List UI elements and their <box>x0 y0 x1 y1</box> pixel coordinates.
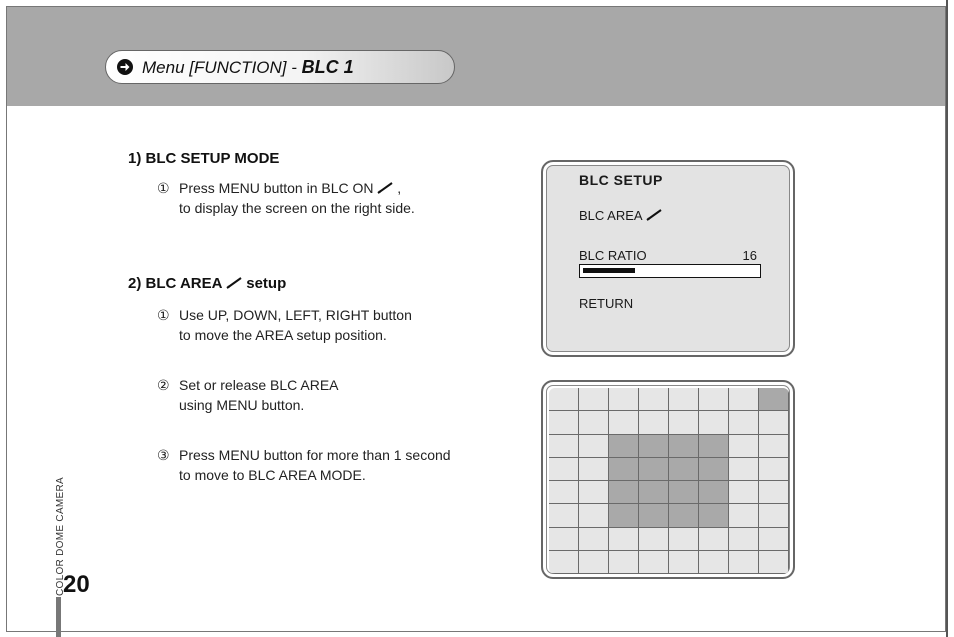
grid-cell-selected <box>669 504 699 527</box>
grid-cell <box>609 411 639 434</box>
grid-cell <box>729 481 759 504</box>
grid-cell <box>729 528 759 551</box>
blc-setup-osd-screen <box>541 160 795 357</box>
step-text-line: Press MENU button for more than 1 second <box>179 447 451 463</box>
page-number: 20 <box>63 571 90 598</box>
blc-ratio-bar-fill <box>583 268 635 273</box>
grid-cell-selected <box>639 458 669 481</box>
grid-cell-selected <box>699 504 729 527</box>
osd-return-item: RETURN <box>579 296 634 311</box>
grid-cell <box>759 458 789 481</box>
grid-cell <box>729 388 759 411</box>
grid-cell-selected <box>609 435 639 458</box>
step-text-line: using MENU button. <box>179 397 305 413</box>
grid-cell <box>759 435 789 458</box>
blc-area-slash-icon <box>646 209 662 221</box>
side-product-label: COLOR DOME CAMERA <box>55 476 66 596</box>
step-number: ③ <box>157 447 170 463</box>
section-1-heading: 1) BLC SETUP MODE <box>128 150 280 167</box>
grid-cell <box>549 551 579 574</box>
blc-area-slash-icon <box>377 182 393 194</box>
grid-cell <box>759 411 789 434</box>
grid-cell <box>699 551 729 574</box>
grid-cell <box>579 458 609 481</box>
section-title-pill <box>105 50 455 84</box>
grid-cell <box>729 551 759 574</box>
step-text-line: Press MENU button in BLC ON , <box>179 180 402 196</box>
grid-cell <box>669 551 699 574</box>
grid-cell <box>669 411 699 434</box>
step-text-line: to move to BLC AREA MODE. <box>179 467 366 483</box>
page-number-bar <box>56 597 61 637</box>
grid-cell-selected <box>639 481 669 504</box>
grid-cell <box>609 528 639 551</box>
grid-cell <box>729 458 759 481</box>
grid-cell <box>669 528 699 551</box>
grid-cell <box>699 411 729 434</box>
grid-cell <box>759 481 789 504</box>
section-2-heading: 2) BLC AREA setup <box>128 275 287 292</box>
grid-cell <box>579 411 609 434</box>
blc-area-grid <box>549 388 789 574</box>
grid-cell-selected <box>609 481 639 504</box>
blc-ratio-bar <box>579 264 761 278</box>
grid-cell <box>549 435 579 458</box>
grid-cell-selected <box>669 458 699 481</box>
grid-cell <box>759 551 789 574</box>
grid-cell <box>549 481 579 504</box>
grid-cell-selected <box>639 435 669 458</box>
grid-cell-selected <box>759 388 789 411</box>
grid-cell <box>639 551 669 574</box>
step-text-line: Use UP, DOWN, LEFT, RIGHT button <box>179 307 412 323</box>
circle-arrow-right-icon <box>116 58 134 76</box>
grid-cell <box>579 435 609 458</box>
blc-area-slash-icon <box>226 277 242 289</box>
grid-cell <box>759 528 789 551</box>
grid-cell-selected <box>609 458 639 481</box>
step-text-line: Set or release BLC AREA <box>179 377 339 393</box>
step-text-line: to move the AREA setup position. <box>179 327 387 343</box>
grid-cell <box>639 388 669 411</box>
grid-cell-selected <box>699 435 729 458</box>
page-edge-divider <box>946 0 948 637</box>
grid-cell <box>609 551 639 574</box>
grid-cell-selected <box>699 458 729 481</box>
grid-cell <box>549 388 579 411</box>
grid-cell <box>579 551 609 574</box>
page-title: Menu [FUNCTION] - BLC 1 <box>142 56 354 77</box>
grid-cell <box>729 504 759 527</box>
osd-title: BLC SETUP <box>579 172 663 188</box>
grid-cell <box>609 388 639 411</box>
grid-cell <box>729 411 759 434</box>
grid-cell <box>549 504 579 527</box>
grid-cell <box>669 388 699 411</box>
osd-blc-ratio-label: BLC RATIO <box>579 248 647 263</box>
grid-cell <box>549 528 579 551</box>
grid-cell-selected <box>669 481 699 504</box>
grid-cell <box>579 528 609 551</box>
grid-cell-selected <box>699 481 729 504</box>
grid-cell <box>729 435 759 458</box>
blc-area-grid-screen <box>541 380 795 579</box>
osd-blc-area-item: BLC AREA <box>579 208 662 223</box>
grid-cell <box>759 504 789 527</box>
grid-cell <box>579 388 609 411</box>
grid-cell-selected <box>669 435 699 458</box>
grid-cell <box>579 504 609 527</box>
step-number: ① <box>157 180 170 196</box>
step-number: ① <box>157 307 170 323</box>
grid-cell <box>579 481 609 504</box>
grid-cell <box>639 411 669 434</box>
grid-cell <box>549 411 579 434</box>
step-number: ② <box>157 377 170 393</box>
grid-cell-selected <box>639 504 669 527</box>
grid-cell <box>639 528 669 551</box>
grid-cell-selected <box>609 504 639 527</box>
grid-cell <box>699 528 729 551</box>
grid-cell <box>549 458 579 481</box>
step-text-line: to display the screen on the right side. <box>179 200 415 216</box>
grid-cell <box>699 388 729 411</box>
osd-blc-ratio-value: 16 <box>742 248 757 263</box>
